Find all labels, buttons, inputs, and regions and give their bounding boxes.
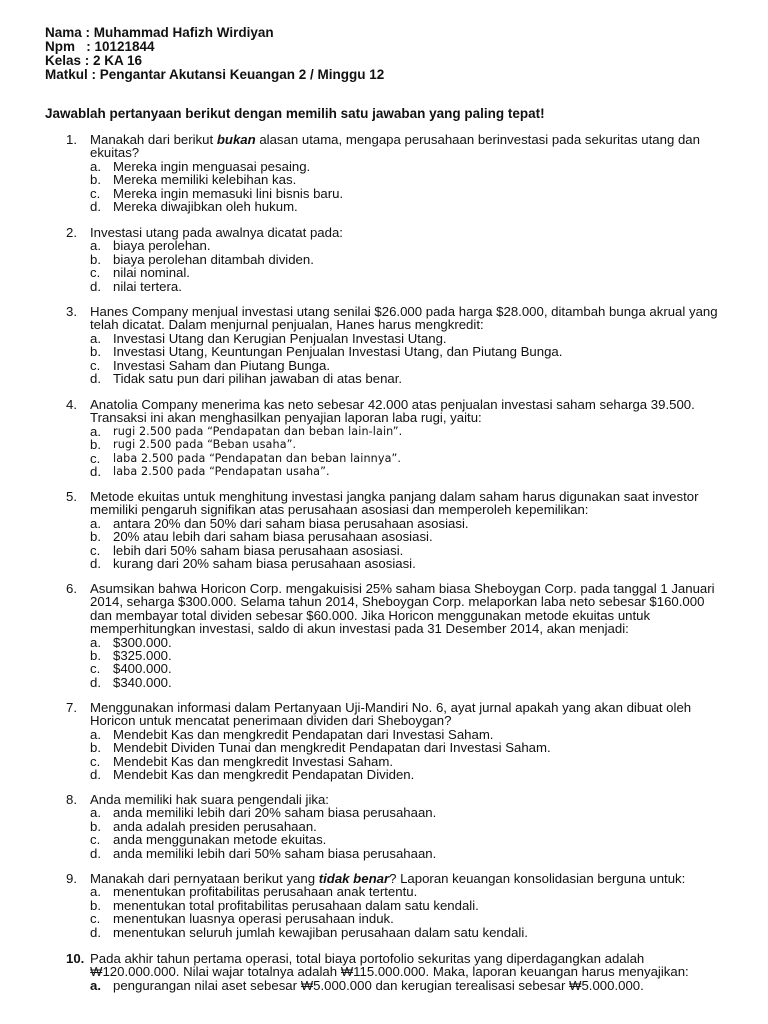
option-c: c. laba 2.500 pada “Pendapatan dan beban lainnya”.	[90, 450, 402, 466]
question-stem: Manakah dari pernyataan berikut yang tidak benar? Laporan keuangan konsolidasian berguna untuk:	[90, 871, 686, 886]
option-a: a. antara 20% dan 50% dari saham biasa perusahaan asosiasi.	[90, 515, 469, 531]
question-stem: Pada akhir tahun pertama operasi, total biaya portofolio sekuritas yang diperdagangkan adalah ₩120.000.000. Nilai wajar totalnya adalah ₩115.000.000. Maka, laporan keuangan harus menyajikan:	[90, 951, 689, 980]
question-number: 4.	[66, 397, 77, 412]
question-number: 2.	[66, 225, 77, 240]
option-a: a. Investasi Utang dan Kerugian Penjualan Investasi Utang.	[90, 330, 447, 346]
option-b: b. rugi 2.500 pada “Beban usaha”.	[90, 437, 297, 453]
question-number: 6.	[66, 581, 77, 596]
question-stem: Asumsikan bahwa Horicon Corp. mengakuisisi 25% saham biasa Sheboygan Corp. pada tanggal 1 Januari 2014, seharga $300.000. Selama tahun 2014, Sheboygan Corp. melaporkan laba neto sebesar $160.000 dan membayar total dividen sebesar $60.000. Jika Horicon menggunakan metode ekuitas untuk memperhitungkan investasi, saldo di akun investasi pada 31 Desember 2014, akan menjadi:	[90, 581, 715, 637]
question-number: 7.	[66, 700, 77, 715]
question-number: 5.	[66, 489, 77, 504]
emphasis-text: tidak benar	[318, 871, 390, 886]
option-a: a. anda memiliki lebih dari 20% saham biasa perusahaan.	[90, 805, 437, 821]
question-stem: Hanes Company menjual investasi utang senilai $26.000 pada harga $28.000, ditambah bunga akrual yang telah dicatat. Dalam menjurnal penjualan, Hanes harus mengkredit:	[90, 304, 718, 333]
option-list	[90, 806, 730, 860]
question-number: 3.	[66, 304, 77, 319]
option-b: b. biaya perolehan ditambah dividen.	[90, 251, 314, 267]
option-d: d. laba 2.500 pada “Pendapatan usaha”.	[90, 463, 330, 479]
option-list	[90, 636, 730, 690]
option-d: d. menentukan seluruh jumlah kewajiban perusahaan dalam satu kendali.	[90, 924, 528, 940]
question-stem: Investasi utang pada awalnya dicatat pada:	[90, 225, 343, 240]
question-stem: Anatolia Company menerima kas neto sebesar 42.000 atas penjualan investasi saham seharga 39.500. Transaksi ini akan menghasilkan penyajian laporan laba rugi, yaitu:	[90, 397, 695, 426]
option-a: a. menentukan profitabilitas perusahaan anak tertentu.	[90, 884, 418, 900]
question-stem: Metode ekuitas untuk menghitung investasi jangka panjang dalam saham harus digunakan saat investor memiliki pengaruh signifikan atas perusahaan asosiasi dan memperoleh kepemilikan:	[90, 489, 699, 518]
option-b: b. Mendebit Dividen Tunai dan mengkredit Pendapatan dari Investasi Saham.	[90, 740, 551, 756]
option-a: a. $300.000.	[90, 634, 172, 650]
student-class: Kelas : 2 KA 16	[45, 53, 143, 68]
option-b: b. $325.000.	[90, 647, 172, 663]
student-name: Nama : Muhammad Hafizh Wirdiyan	[45, 25, 274, 40]
question-stem: Menggunakan informasi dalam Pertanyaan Uji-Mandiri No. 6, ayat jurnal apakah yang akan dibuat oleh Horicon untuk mencatat penerimaan dividen dari Sheboygan?	[90, 700, 692, 729]
option-d: d. Mereka diwajibkan oleh hukum.	[90, 198, 298, 214]
question-number: 1.	[66, 132, 77, 147]
instruction-text: Jawablah pertanyaan berikut dengan memilih satu jawaban yang paling tepat!	[45, 106, 545, 121]
option-d: d. $340.000.	[90, 674, 172, 690]
option-d: d. anda memiliki lebih dari 50% saham biasa perusahaan.	[90, 845, 437, 861]
emphasis-text: bukan	[216, 132, 256, 147]
option-c: c. Mereka ingin memasuki lini bisnis baru.	[90, 185, 344, 201]
option-c: c. menentukan luasnya operasi perusahaan induk.	[90, 911, 394, 927]
option-list	[90, 728, 730, 782]
option-c: c. anda menggunakan metode ekuitas.	[90, 832, 327, 848]
course-title: Matkul : Pengantar Akutansi Keuangan 2 / Minggu 12	[45, 67, 385, 82]
option-c: c. Mendebit Kas dan mengkredit Investasi Saham.	[90, 753, 394, 769]
option-c: c. Investasi Saham dan Piutang Bunga.	[90, 357, 331, 373]
question-number: 9.	[66, 871, 77, 886]
option-list	[90, 332, 730, 386]
option-list	[90, 425, 730, 479]
question-stem: Anda memiliki hak suara pengendali jika:	[90, 792, 329, 807]
question-stem: Manakah dari berikut bukan alasan utama, mengapa perusahaan berinvestasi pada sekuritas utang dan ekuitas?	[90, 132, 700, 161]
option-b: b. Mereka memiliki kelebihan kas.	[90, 172, 297, 188]
option-b: b. menentukan total profitabilitas perusahaan dalam satu kendali.	[90, 897, 479, 913]
option-d: d. Tidak satu pun dari pilihan jawaban di atas benar.	[90, 370, 403, 386]
option-b: b. Investasi Utang, Keuntungan Penjualan Investasi Utang, dan Piutang Bunga.	[90, 344, 563, 360]
option-list	[90, 885, 730, 939]
option-a: a. Mereka ingin menguasai pesaing.	[90, 158, 311, 174]
option-a: a. Mendebit Kas dan mengkredit Pendapatan dari Investasi Saham.	[90, 726, 494, 742]
option-list	[90, 517, 730, 571]
option-list	[90, 239, 730, 293]
option-c: c. lebih dari 50% saham biasa perusahaan asosiasi.	[90, 542, 404, 558]
option-c: c. nilai nominal.	[90, 265, 190, 281]
option-list	[90, 979, 730, 992]
option-b: b. 20% atau lebih dari saham biasa perusahaan asosiasi.	[90, 529, 433, 545]
student-npm: Npm : 10121844	[45, 39, 155, 54]
option-d: d. Mendebit Kas dan mengkredit Pendapatan Dividen.	[90, 766, 415, 782]
option-list	[90, 160, 730, 214]
option-a: a. biaya perolehan.	[90, 238, 211, 254]
question-number: 8.	[66, 792, 77, 807]
option-c: c. $400.000.	[90, 661, 172, 677]
question-number: 10.	[66, 951, 85, 966]
option-d: d. nilai tertera.	[90, 278, 182, 294]
student-header	[45, 26, 384, 82]
option-a: a. pengurangan nilai aset sebesar ₩5.000.000 dan kerugian terealisasi sebesar ₩5.000.000.	[90, 977, 644, 993]
option-a: a. rugi 2.500 pada “Pendapatan dan beban lain-lain”.	[90, 423, 403, 439]
option-b: b. anda adalah presiden perusahaan.	[90, 818, 317, 834]
option-d: d. kurang dari 20% saham biasa perusahaan asosiasi.	[90, 555, 416, 571]
